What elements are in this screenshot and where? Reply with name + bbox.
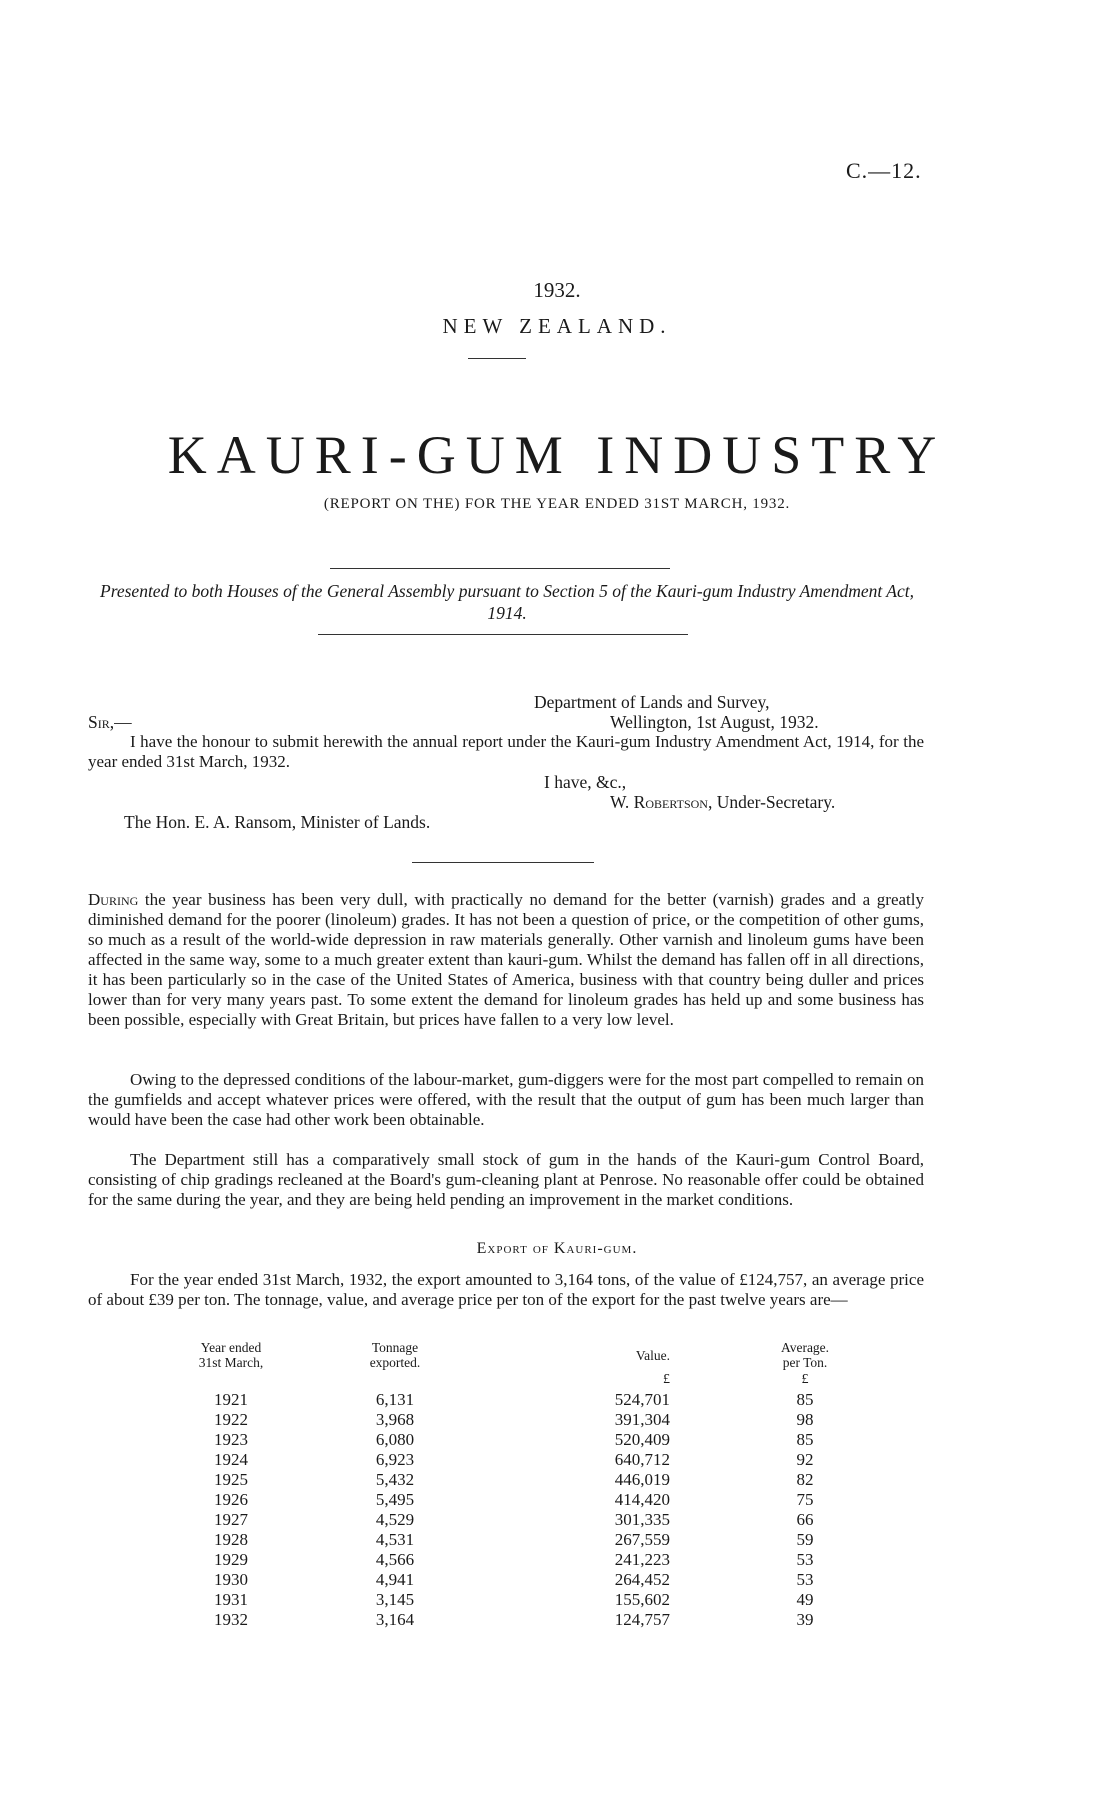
value-cell: 267,559 [614, 1530, 670, 1549]
average-cell: 39 [796, 1610, 814, 1629]
year-cell: 1921 [214, 1390, 248, 1409]
paragraph-text: the year business has been very dull, with practically no demand for the better (varnish) grades and a greatly diminished demand for the poorer (linoleum) grades. It has not been a question of price, or the competition of other gums, so much as a result of the world-wide depression in raw materials generally. Other varnish and linoleum gums have been affected in the same way, some to a much greater extent than kauri-gum. Whilst the demand has fallen off in all directions, it has been particularly so in the case of the United States of America, business with that country being duller and prices lower than for very many years past. To some extent the demand for linoleum grades has held up and some business has been possible, especially with Great Britain, but prices have fallen to a very low level. [88, 890, 924, 1029]
tonnage-cell: 3,145 [375, 1590, 415, 1609]
value-cell: 264,452 [614, 1570, 670, 1589]
average-cell: 82 [796, 1470, 814, 1489]
value-cell: 414,420 [614, 1490, 670, 1509]
average-cell: 85 [796, 1390, 814, 1409]
average-unit: £ [801, 1372, 809, 1387]
table-row [172, 1530, 910, 1550]
year-cell: 1924 [214, 1450, 248, 1469]
year-cell: 1928 [214, 1530, 248, 1549]
tonnage-cell: 6,923 [375, 1450, 415, 1469]
divider [468, 358, 526, 359]
tonnage-cell: 5,495 [375, 1490, 415, 1509]
letter-date: Wellington, 1st August, 1932. [610, 712, 819, 732]
table-unit-row [172, 1370, 910, 1390]
year-cell: 1927 [214, 1510, 248, 1529]
year-cell: 1925 [214, 1470, 248, 1489]
average-cell: 92 [796, 1450, 814, 1469]
value-cell: 301,335 [614, 1510, 670, 1529]
export-intro: For the year ended 31st March, 1932, the export amounted to 3,164 tons, of the value of £124,757, an average price of about £39 per ton. The tonnage, value, and average price per ton of the export for the past twelve years are— [88, 1270, 924, 1309]
value-cell: 124,757 [614, 1610, 670, 1629]
column-header-average: Average. per Ton. [780, 1340, 830, 1370]
tonnage-cell: 4,529 [375, 1510, 415, 1529]
signatory-title: , Under-Secretary. [707, 792, 836, 812]
page-title: KAURI-GUM INDUSTRY [167, 425, 947, 485]
value-cell: 155,602 [614, 1590, 670, 1609]
report-subtitle: (REPORT ON THE) FOR THE YEAR ENDED 31ST MARCH, 1932. [323, 496, 791, 512]
average-cell: 53 [796, 1570, 814, 1589]
year-cell: 1922 [214, 1410, 248, 1429]
signatory-name: W. Robertson [610, 792, 708, 812]
table-row [172, 1590, 910, 1610]
table-body [172, 1390, 910, 1630]
table-row [172, 1450, 910, 1470]
tonnage-cell: 4,531 [375, 1530, 415, 1549]
table-row [172, 1510, 910, 1530]
value-cell: 391,304 [614, 1410, 670, 1429]
column-header-tonnage: Tonnage exported. [369, 1340, 421, 1370]
average-cell: 75 [796, 1490, 814, 1509]
table-row [172, 1430, 910, 1450]
year-cell: 1923 [214, 1430, 248, 1449]
document-reference: C.—12. [846, 158, 922, 183]
tonnage-cell: 3,164 [375, 1610, 415, 1629]
column-header-year: Year ended 31st March, [198, 1340, 264, 1370]
table-row [172, 1390, 910, 1410]
export-table [172, 1340, 910, 1630]
table-row [172, 1470, 910, 1490]
report-paragraph: Owing to the depressed conditions of the labour-market, gum-diggers were for the most part compelled to remain on the gumfields and accept whatever prices were offered, with the result that the output of gum has been much larger than would have been the case had other work been obtainable. [88, 1070, 924, 1129]
report-paragraph [88, 890, 924, 1030]
tonnage-cell: 6,080 [375, 1430, 415, 1449]
year-cell: 1929 [214, 1550, 248, 1569]
letter-salutation: Sir,— [88, 712, 132, 732]
value-cell: 241,223 [614, 1550, 670, 1569]
tonnage-cell: 5,432 [375, 1470, 415, 1489]
section-heading: Export of Kauri-gum. [476, 1240, 638, 1257]
table-row [172, 1410, 910, 1430]
country-name: NEW ZEALAND. [442, 314, 672, 338]
average-cell: 85 [796, 1430, 814, 1449]
table-row [172, 1490, 910, 1510]
year-cell: 1926 [214, 1490, 248, 1509]
divider [330, 568, 670, 569]
average-cell: 53 [796, 1550, 814, 1569]
divider [318, 634, 688, 635]
year-cell: 1932 [214, 1610, 248, 1629]
letter-body: I have the honour to submit herewith the annual report under the Kauri-gum Industry Amendment Act, 1914, for the year ended 31st March, 1932. [88, 732, 924, 771]
value-cell: 524,701 [614, 1390, 670, 1409]
table-row [172, 1550, 910, 1570]
table-row [172, 1610, 910, 1630]
tonnage-cell: 4,566 [375, 1550, 415, 1569]
year-cell: 1931 [214, 1590, 248, 1609]
table-header-row [172, 1340, 910, 1370]
letter-signature [610, 792, 835, 813]
tonnage-cell: 4,941 [375, 1570, 415, 1589]
drop-word: During [88, 890, 139, 909]
value-unit: £ [663, 1372, 670, 1387]
presentation-note: Presented to both Houses of the General Assembly pursuant to Section 5 of the Kauri-gum Industry Amendment Act, 1914. [100, 581, 914, 623]
value-cell: 520,409 [614, 1430, 670, 1449]
letter-addressee: The Hon. E. A. Ransom, Minister of Lands. [124, 812, 431, 832]
divider [412, 862, 594, 863]
year-cell: 1930 [214, 1570, 248, 1589]
letter-department: Department of Lands and Survey, [534, 692, 770, 712]
average-cell: 59 [796, 1530, 814, 1549]
table-row [172, 1570, 910, 1590]
column-header-value: Value. [635, 1347, 670, 1363]
tonnage-cell: 6,131 [375, 1390, 415, 1409]
value-cell: 640,712 [614, 1450, 670, 1469]
average-cell: 49 [796, 1590, 814, 1609]
tonnage-cell: 3,968 [375, 1410, 415, 1429]
value-cell: 446,019 [614, 1470, 670, 1489]
average-cell: 98 [796, 1410, 814, 1429]
report-year: 1932. [533, 278, 581, 302]
average-cell: 66 [796, 1510, 814, 1529]
letter-closing: I have, &c., [544, 772, 627, 792]
report-paragraph: The Department still has a comparatively small stock of gum in the hands of the Kauri-gum Control Board, consisting of chip gradings recleaned at the Board's gum-cleaning plant at Penrose. No reasonable offer could be obtained for the same during the year, and they are being held pending an improvement in the market conditions. [88, 1150, 924, 1209]
